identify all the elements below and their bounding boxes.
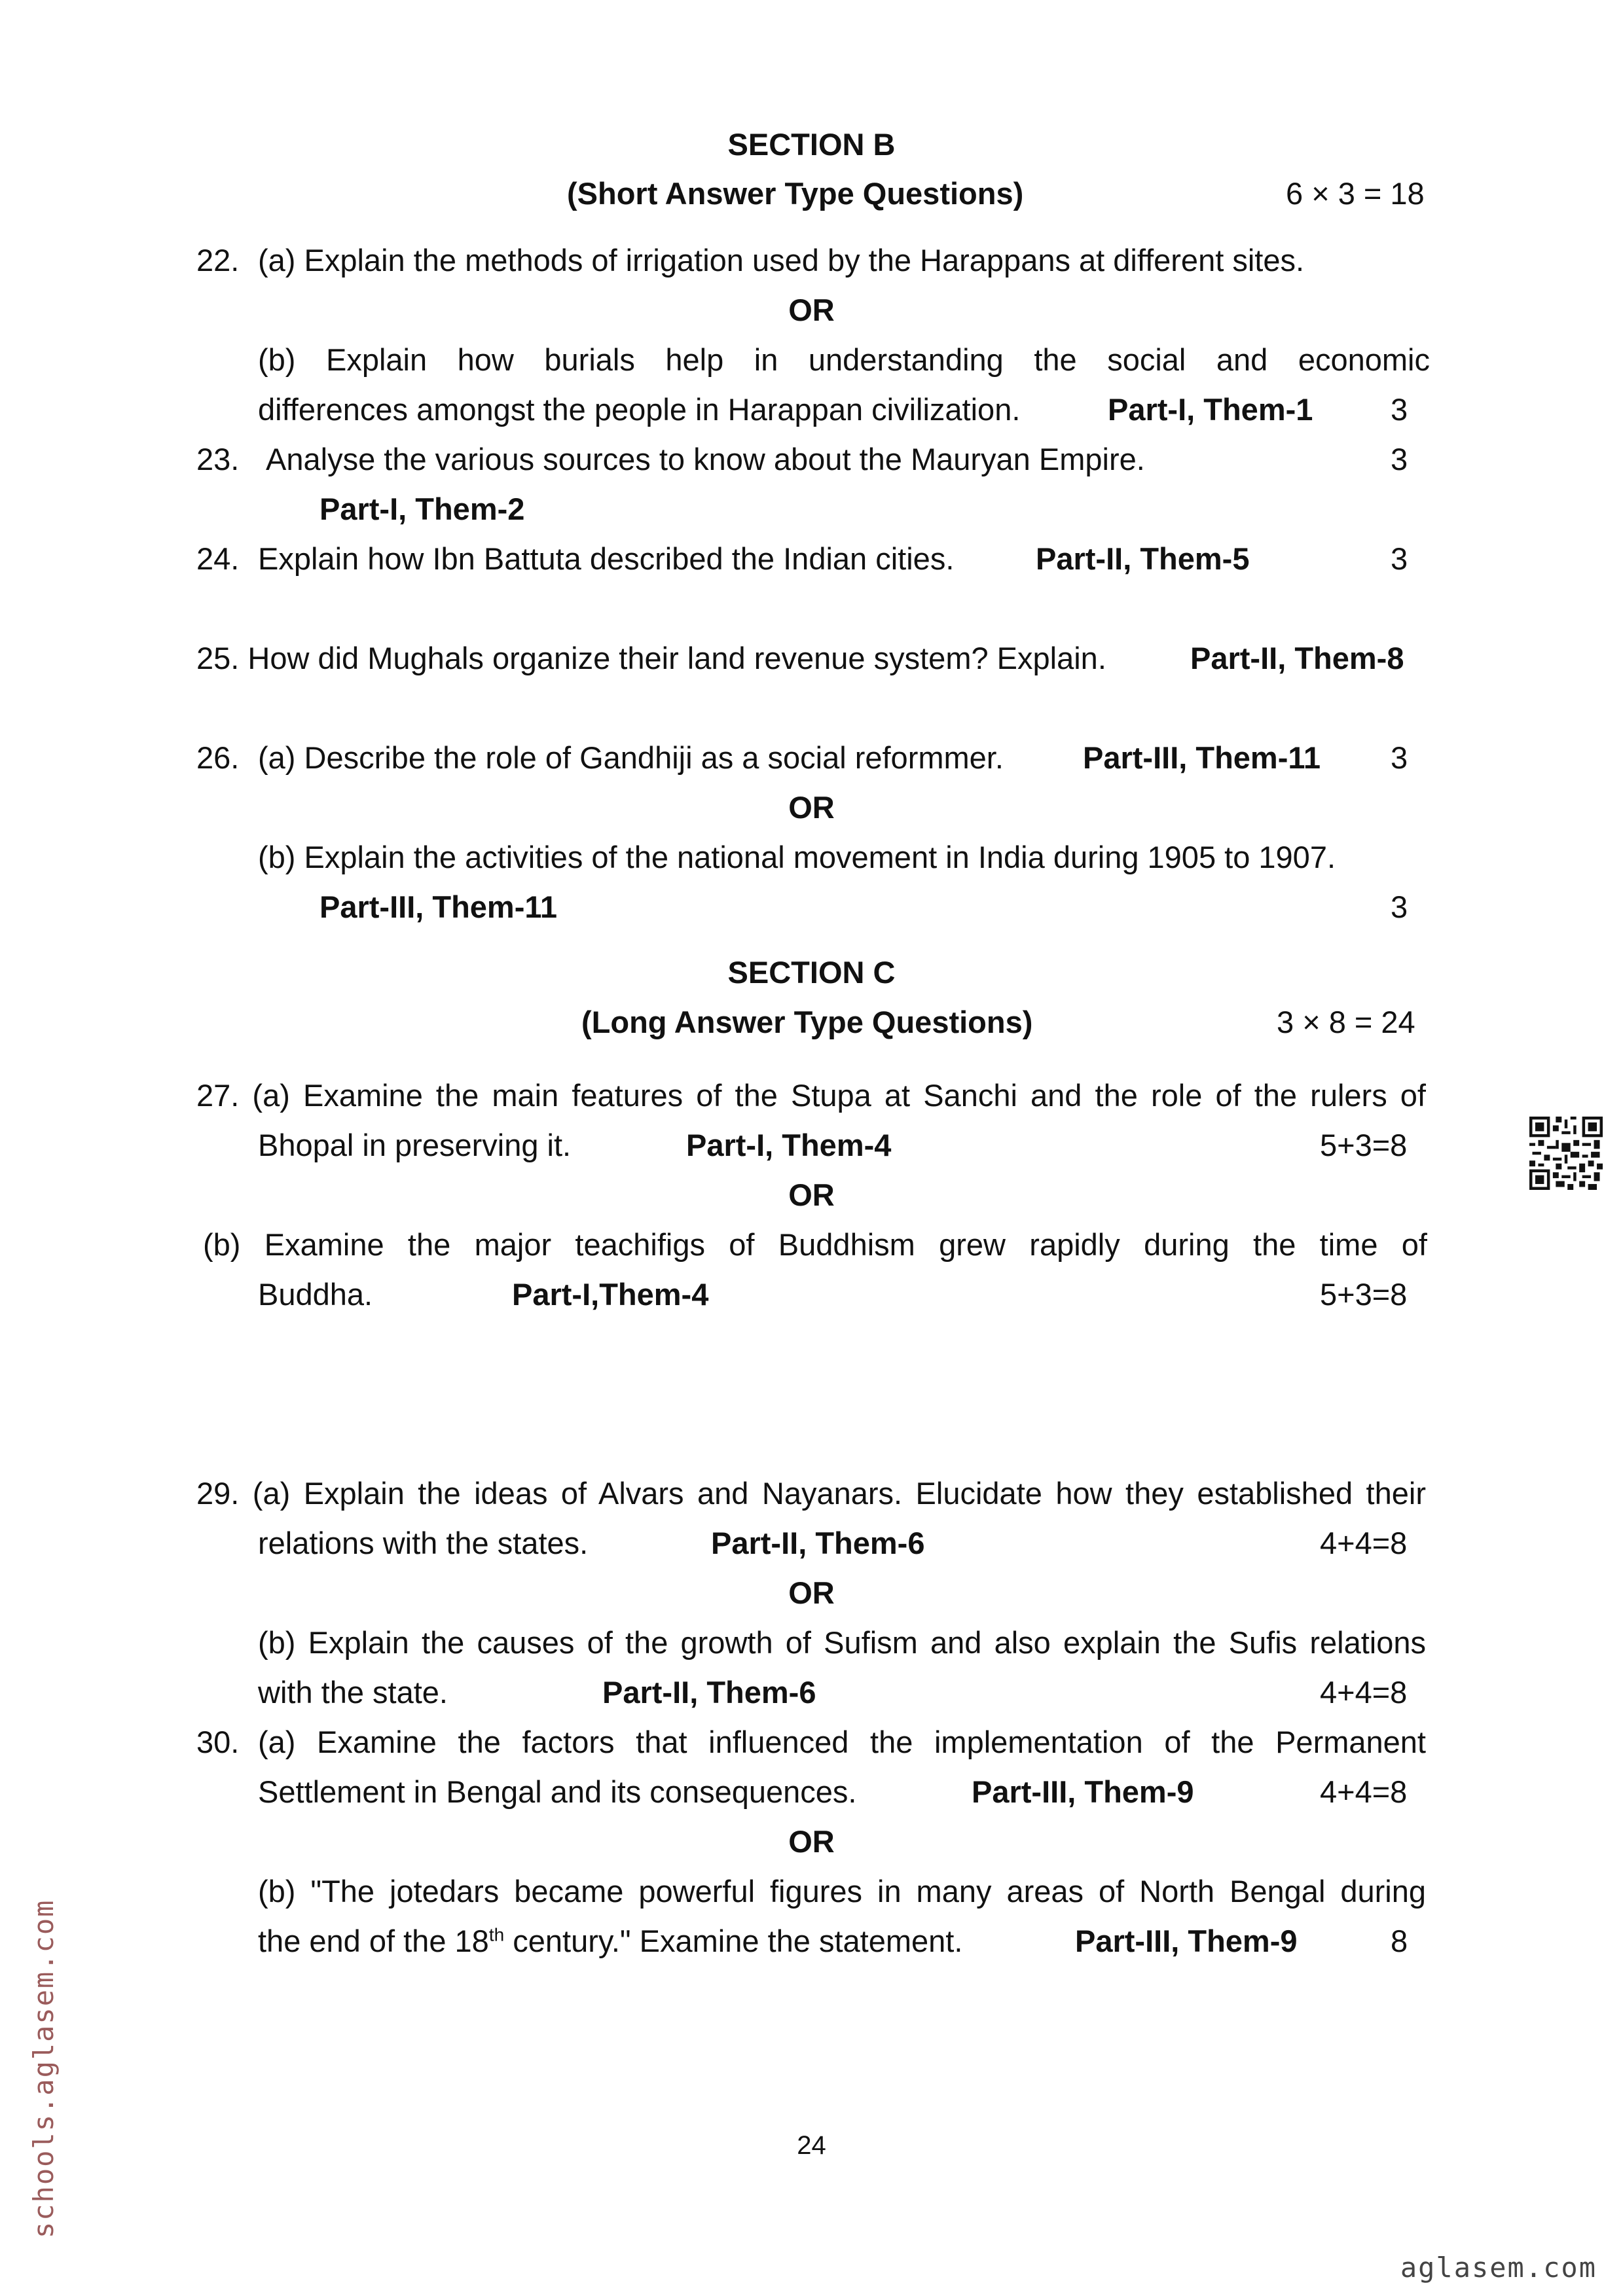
q22-number: 22.	[196, 243, 240, 278]
q27-b-marks: 5+3=8	[1320, 1277, 1408, 1312]
q29-option-a-line1: 29. (a) Explain the ideas of Alvars and Nayanars. Elucidate how they established their	[196, 1476, 1426, 1511]
q27-a-reference: Part-I, Them-4	[686, 1128, 892, 1162]
page-number: 24	[797, 2131, 826, 2160]
watermark-right: aglasem.com	[1400, 2251, 1597, 2284]
q25-text: 25. How did Mughals organize their land revenue system? Explain.	[196, 641, 1106, 675]
q27-a-marks: 5+3=8	[1320, 1128, 1408, 1162]
q30-a-marks: 4+4=8	[1320, 1774, 1408, 1809]
q27-or: OR	[788, 1177, 835, 1212]
q22-option-a: (a) Explain the methods of irrigation used by the Harappans at different sites.	[258, 243, 1305, 278]
section-c-marks: 3 × 8 = 24	[1277, 1005, 1415, 1039]
q24-reference: Part-II, Them-5	[1036, 541, 1250, 576]
q26-b-reference: Part-III, Them-11	[319, 889, 558, 924]
q24-text: Explain how Ibn Battuta described the Indian cities.	[258, 541, 955, 576]
section-c-subtitle: (Long Answer Type Questions)	[581, 1005, 1033, 1039]
q26-number: 26.	[196, 740, 240, 775]
q30-option-a-line2: Settlement in Bengal and its consequences.	[258, 1774, 857, 1809]
q26-a-reference: Part-III, Them-11	[1083, 740, 1321, 775]
q29-or: OR	[788, 1575, 835, 1610]
q27-option-a-line1: 27. (a) Examine the main features of the Stupa at Sanchi and the role of the rulers of	[196, 1078, 1426, 1113]
q29-b-marks: 4+4=8	[1320, 1675, 1408, 1710]
section-b-subtitle: (Short Answer Type Questions)	[567, 176, 1024, 211]
q26-or: OR	[788, 790, 835, 825]
q29-a-marks: 4+4=8	[1320, 1526, 1408, 1560]
q26-option-a: (a) Describe the role of Gandhiji as a social reformmer.	[258, 740, 1004, 775]
q24-number: 24.	[196, 541, 240, 576]
q30-a-reference: Part-III, Them-9	[972, 1774, 1194, 1809]
q27-option-b-line1: (b) Examine the major teachifigs of Buddhism grew rapidly during the time of	[203, 1227, 1427, 1262]
q30-or: OR	[788, 1824, 835, 1859]
q24-marks: 3	[1391, 541, 1408, 576]
q22-option-b-line1: (b) Explain how burials help in understanding the social and economic	[258, 342, 1430, 377]
q25-reference: Part-II, Them-8	[1190, 641, 1404, 675]
q26-a-marks: 3	[1391, 740, 1408, 775]
q22-marks: 3	[1391, 392, 1408, 427]
qr-code-icon	[1529, 1117, 1603, 1190]
q27-b-reference: Part-I,Them-4	[512, 1277, 709, 1312]
section-b-marks: 6 × 3 = 18	[1286, 176, 1425, 211]
watermark-left: schools.aglasem.com	[27, 1899, 60, 2238]
q30-b-reference: Part-III, Them-9	[1075, 1924, 1298, 1958]
q22-reference: Part-I, Them-1	[1108, 392, 1313, 427]
q29-option-a-line2: relations with the states.	[258, 1526, 589, 1560]
q23-text: Analyse the various sources to know about the Mauryan Empire.	[266, 442, 1145, 476]
q27-option-b-line2: Buddha.	[258, 1277, 373, 1312]
q26-option-b: (b) Explain the activities of the national movement in India during 1905 to 1907.	[258, 840, 1336, 874]
q23-marks: 3	[1391, 442, 1408, 476]
q22-option-b-line2: differences amongst the people in Harappan civilization.	[258, 392, 1021, 427]
q30-option-a-line1: (a) Examine the factors that influenced the implementation of the Permanent	[258, 1725, 1426, 1759]
q29-a-reference: Part-II, Them-6	[711, 1526, 925, 1560]
q23-reference: Part-I, Them-2	[319, 492, 525, 526]
q29-option-b-line1: (b) Explain the causes of the growth of Sufism and also explain the Sufis relations	[258, 1625, 1426, 1660]
q30-b-marks: 8	[1391, 1924, 1408, 1958]
q29-option-b-line2: with the state.	[258, 1675, 448, 1710]
q23-number: 23.	[196, 442, 240, 476]
q22-or: OR	[788, 293, 835, 327]
q30-number: 30.	[196, 1725, 240, 1759]
q27-option-a-line2: Bhopal in preserving it.	[258, 1128, 572, 1162]
section-b-title: SECTION B	[727, 127, 896, 162]
q30-option-b-line1: (b) "The jotedars became powerful figures in many areas of North Bengal during	[258, 1874, 1426, 1909]
q30-option-b-line2: the end of the 18th century." Examine the statement.	[258, 1924, 963, 1958]
q26-b-marks: 3	[1391, 889, 1408, 924]
q29-b-reference: Part-II, Them-6	[602, 1675, 816, 1710]
section-c-title: SECTION C	[727, 955, 896, 990]
